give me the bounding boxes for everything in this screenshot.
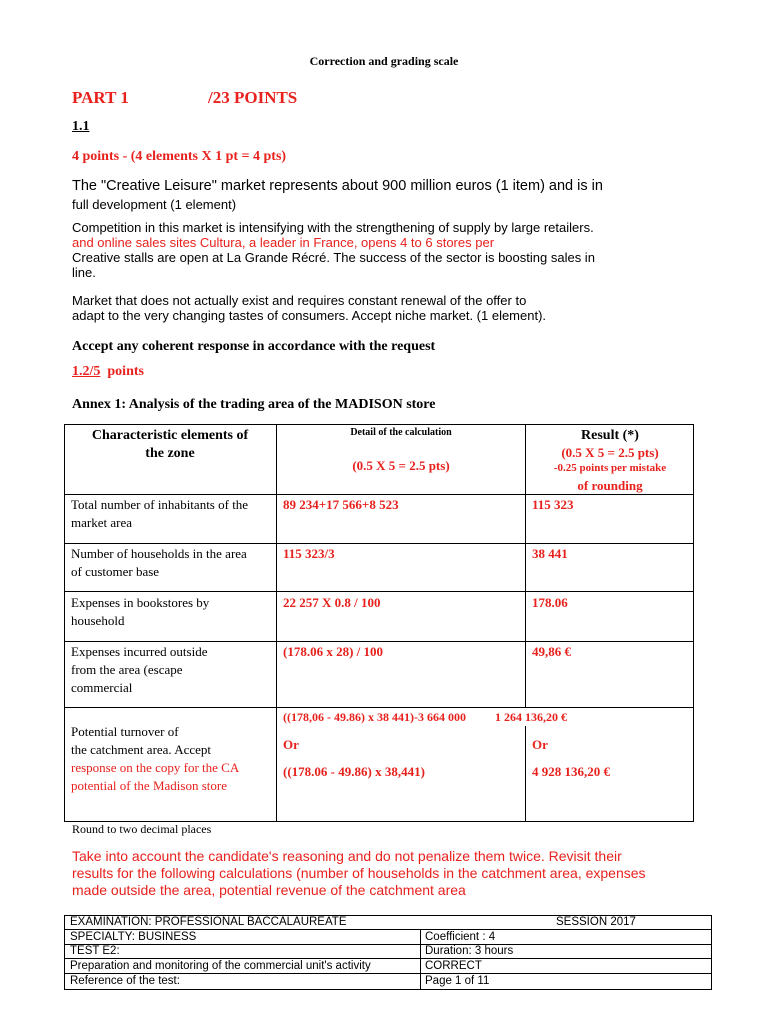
footer-row-divider: [64, 944, 712, 945]
document-title: Correction and grading scale: [309, 54, 459, 68]
header-result-penalty: -0.25 points per mistake: [553, 462, 667, 474]
row-calculation: (178.06 x 28) / 100: [283, 644, 384, 659]
row-label-line: household: [71, 613, 125, 628]
answer-paragraph-market: [72, 175, 672, 212]
row-result-alt: 4 928 136,20 €: [532, 764, 610, 779]
row-divider: [64, 543, 694, 544]
row-result: 178.06: [532, 595, 568, 610]
row-label-line: commercial: [71, 680, 133, 695]
paragraph-line: Market that does not actually exist and requires constant renewal of the offer to: [72, 293, 527, 308]
paragraph-line: full development (1 element): [72, 197, 237, 212]
row-result: 38 441: [532, 546, 568, 561]
row-label-line: of customer base: [71, 564, 160, 579]
footer-column-divider: [420, 929, 421, 990]
footer-session: SESSION 2017: [556, 916, 636, 928]
row-calculation-or: Or: [283, 737, 299, 752]
row-label: [71, 545, 275, 581]
footer-exam: EXAMINATION: PROFESSIONAL BACCALAUREATE: [70, 916, 347, 928]
paragraph-line: Creative stalls are open at La Grande Récré. The success of the sector is boosting sales in: [72, 250, 595, 265]
header-result-rounding: of rounding: [577, 478, 643, 493]
row-label: [71, 496, 275, 532]
row-label-line: Number of households in the area: [71, 546, 247, 561]
section-1-2-points: points: [107, 364, 144, 379]
footer-test: TEST E2:: [70, 945, 120, 957]
header-calculation: Detail of the calculation: [350, 427, 452, 438]
row-divider: [64, 591, 694, 592]
note-line: Take into account the candidate's reasoning and do not penalize them twice. Revisit their: [72, 848, 622, 864]
row-label-line: from the area (escape: [71, 662, 183, 677]
footer-specialty: SPECIALTY: BUSINESS: [70, 931, 197, 943]
row-label-line: response on the copy for the CA: [71, 760, 240, 775]
part-points: /23 POINTS: [208, 88, 298, 107]
footer-correct: CORRECT: [425, 960, 482, 972]
paragraph-line: The "Creative Leisure" market represents about 900 million euros (1 item) and is in: [72, 178, 603, 194]
paragraph-line: line.: [72, 265, 96, 280]
row-calculation: 115 323/3: [283, 546, 335, 561]
rounding-note: Round to two decimal places: [72, 822, 212, 836]
row-calculation: 22 257 X 0.8 / 100: [283, 595, 381, 610]
row-label-line: the catchment area. Accept: [71, 742, 212, 757]
footer-reference: Reference of the test:: [70, 975, 180, 987]
annex-title: Annex 1: Analysis of the trading area of the MADISON store: [72, 397, 436, 412]
paragraph-line: Competition in this market is intensifying with the strengthening of supply by large retailers.: [72, 220, 594, 235]
grading-note: [72, 848, 732, 899]
section-1-2-label: 1.2/5: [72, 364, 101, 379]
row-divider: [64, 494, 694, 495]
column-divider: [276, 424, 277, 822]
row-divider: [64, 641, 694, 642]
header-calculation-points: (0.5 X 5 = 2.5 pts): [352, 458, 450, 473]
footer-page: Page 1 of 11: [425, 975, 490, 987]
section-1-1-heading: 1.1: [72, 119, 90, 134]
answer-paragraph-competition: [72, 220, 672, 280]
footer-coefficient: Coefficient : 4: [425, 931, 496, 943]
row-label-line: market area: [71, 515, 132, 530]
grading-instruction: Accept any coherent response in accordance with the request: [72, 339, 436, 354]
row-label-line: Total number of inhabitants of the: [71, 497, 249, 512]
header-line: the zone: [145, 446, 195, 461]
note-line: made outside the area, potential revenue of the catchment area: [72, 882, 466, 898]
row-result: 49,86 €: [532, 644, 571, 659]
answer-paragraph-niche: [72, 293, 672, 323]
row-label-line: potential of the Madison store: [71, 778, 227, 793]
header-characteristics: [66, 427, 274, 463]
row-label-turnover: [71, 723, 275, 795]
header-result: Result (*): [581, 428, 639, 443]
part-heading: PART 1: [72, 88, 129, 107]
row-label: [71, 594, 275, 630]
row-result-turnover: 1 264 136,20 €: [495, 710, 567, 724]
row-label: [71, 643, 275, 697]
row-label-line: Expenses incurred outside: [71, 644, 208, 659]
row-result-or: Or: [532, 737, 548, 752]
footer-subject: Preparation and monitoring of the commercial unit's activity: [70, 960, 371, 972]
paragraph-line: and online sales sites Cultura, a leader in France, opens 4 to 6 stores per: [72, 235, 495, 250]
section-1-2-heading: [72, 364, 144, 380]
row-label-line: Potential turnover of: [71, 724, 179, 739]
row-calculation-alt: ((178.06 - 49.86) x 38,441): [283, 764, 425, 779]
section-1-1-points: 4 points - (4 elements X 1 pt = 4 pts): [72, 149, 287, 164]
row-label-line: Expenses in bookstores by: [71, 595, 210, 610]
row-result: 115 323: [532, 497, 574, 512]
note-line: results for the following calculations (number of households in the catchment area, expenses: [72, 865, 646, 881]
header-line: Characteristic elements of: [91, 428, 249, 443]
header-result-points: (0.5 X 5 = 2.5 pts): [561, 445, 659, 460]
row-calculation-turnover: ((178,06 - 49.86) x 38 441)-3 664 000: [283, 710, 466, 724]
paragraph-line: adapt to the very changing tastes of consumers. Accept niche market. (1 element).: [72, 308, 547, 323]
footer-duration: Duration: 3 hours: [425, 945, 514, 957]
row-calculation: 89 234+17 566+8 523: [283, 497, 399, 512]
